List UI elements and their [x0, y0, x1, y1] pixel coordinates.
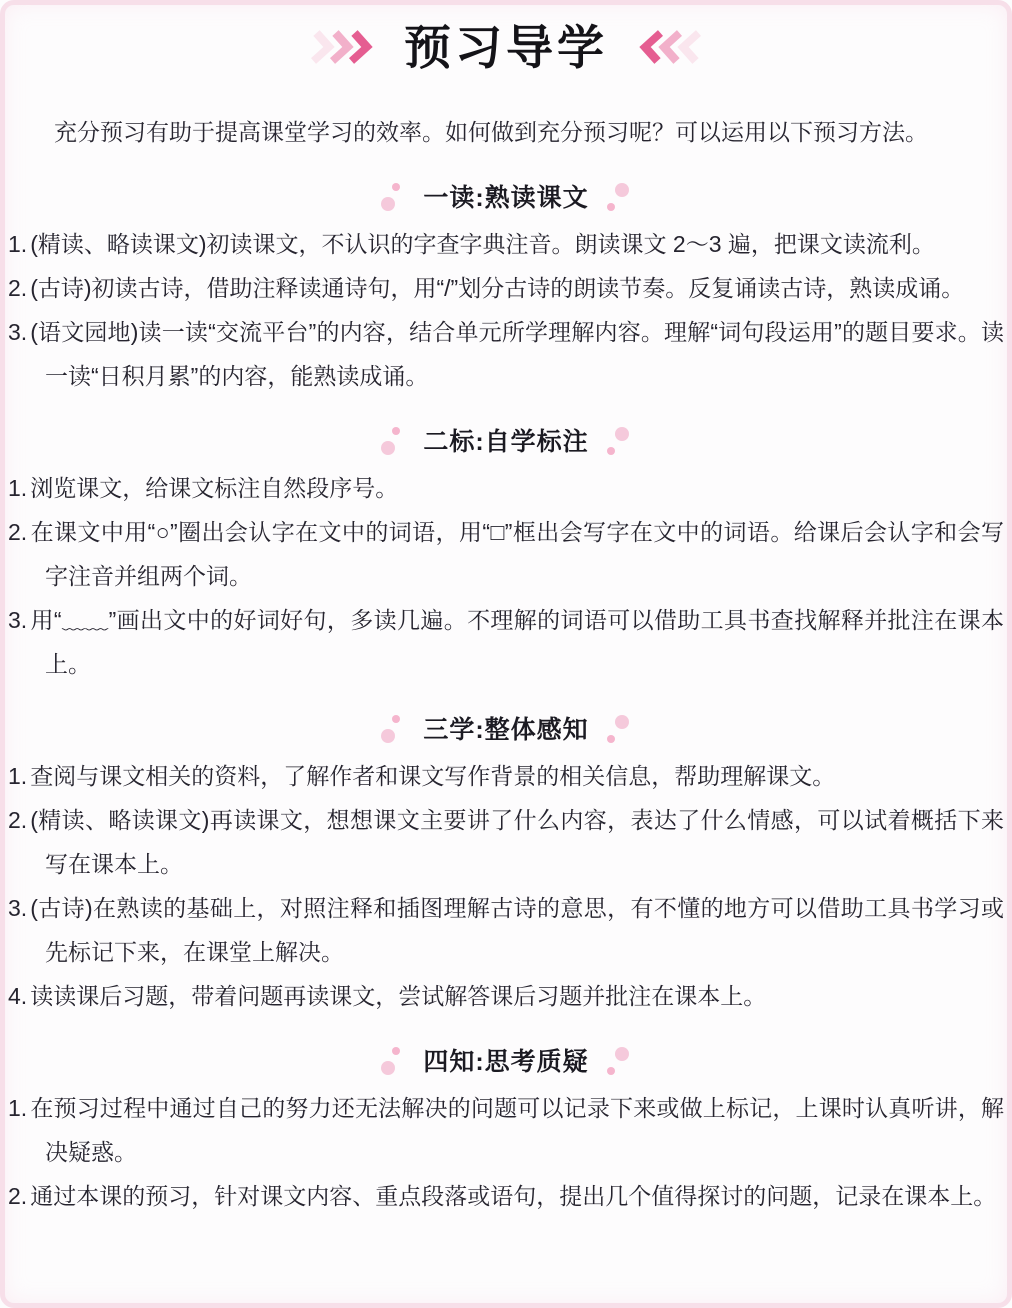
item-text: (古诗)在熟读的基础上，对照注释和插图理解古诗的意思，有不懂的地方可以借助工具书学习或先标记下来，在课堂上解决。	[30, 895, 1004, 965]
item-text: (精读、略读课文)初读课文，不认识的字查字典注音。朗读课文 2～3 遍，把课文读流利。	[30, 231, 935, 257]
pink-dots-decoration	[381, 714, 407, 746]
item-text: 用“﹏﹏”画出文中的好词好句，多读几遍。不理解的词语可以借助工具书查找解释并批注在课本上。	[30, 607, 1004, 677]
intro-paragraph: 充分预习有助于提高课堂学习的效率。如何做到充分预习呢？可以运用以下预习方法。	[54, 119, 928, 145]
pink-dots-decoration	[381, 426, 407, 458]
item-text: 在预习过程中通过自己的努力还无法解决的问题可以记录下来或做上标记，上课时认真听讲，解决疑惑。	[30, 1095, 1004, 1165]
list-item	[8, 974, 1004, 1018]
list-item	[8, 798, 1004, 886]
item-text: 通过本课的预习，针对课文内容、重点段落或语句，提出几个值得探讨的问题，记录在课本上。	[30, 1183, 997, 1209]
item-number: 3.	[8, 895, 28, 921]
section-title: 三学:整体感知	[423, 716, 589, 744]
item-number: 2.	[8, 807, 28, 833]
item-number: 3.	[8, 319, 28, 345]
section-items-4	[8, 1086, 1004, 1218]
list-item	[8, 598, 1004, 686]
item-text: (古诗)初读古诗，借助注释读通诗句，用“/”划分古诗的朗读节奏。反复诵读古诗，熟读成诵。	[30, 275, 965, 301]
pink-dots-decoration	[605, 1046, 631, 1078]
item-number: 4.	[8, 983, 28, 1009]
section-title: 四知:思考质疑	[423, 1048, 589, 1076]
chevrons-left-icon	[636, 30, 702, 64]
section-items-1	[8, 222, 1004, 398]
section-title: 一读:熟读课文	[423, 184, 589, 212]
list-item	[8, 222, 1004, 266]
item-number: 1.	[8, 763, 28, 789]
item-number: 3.	[8, 607, 28, 633]
pink-dots-decoration	[381, 1046, 407, 1078]
pink-dots-decoration	[605, 426, 631, 458]
list-item	[8, 310, 1004, 398]
chevrons-right-icon	[310, 30, 376, 64]
section-header-3	[8, 708, 1004, 752]
item-number: 2.	[8, 519, 28, 545]
pink-dots-decoration	[605, 182, 631, 214]
list-item	[8, 266, 1004, 310]
section-items-2	[8, 466, 1004, 686]
item-number: 2.	[8, 275, 28, 301]
item-number: 2.	[8, 1183, 28, 1209]
list-item	[8, 1086, 1004, 1174]
list-item	[8, 510, 1004, 598]
item-text: 查阅与课文相关的资料，了解作者和课文写作背景的相关信息，帮助理解课文。	[30, 763, 836, 789]
list-item	[8, 1174, 1004, 1218]
section-title: 二标:自学标注	[423, 428, 589, 456]
title-row	[8, 16, 1004, 78]
item-number: 1.	[8, 231, 28, 257]
item-text: (精读、略读课文)再读课文，想想课文主要讲了什么内容，表达了什么情感，可以试着概括下来写在课本上。	[30, 807, 1004, 877]
section-items-3	[8, 754, 1004, 1018]
section-header-1	[8, 176, 1004, 220]
item-text: 在课文中用“○”圈出会认字在文中的词语，用“□”框出会写字在文中的词语。给课后会认字和会写字注音并组两个词。	[30, 519, 1004, 589]
pink-dots-decoration	[605, 714, 631, 746]
list-item	[8, 886, 1004, 974]
item-text: 浏览课文，给课文标注自然段序号。	[30, 475, 399, 501]
item-number: 1.	[8, 475, 28, 501]
item-text: (语文园地)读一读“交流平台”的内容，结合单元所学理解内容。理解“词句段运用”的题目要求。读一读“日积月累”的内容，能熟读成诵。	[30, 319, 1004, 389]
item-number: 1.	[8, 1095, 28, 1121]
page-title: 预习导学	[404, 20, 608, 74]
item-text: 读读课后习题，带着问题再读课文，尝试解答课后习题并批注在课本上。	[30, 983, 767, 1009]
section-header-2	[8, 420, 1004, 464]
pink-dots-decoration	[381, 182, 407, 214]
list-item	[8, 466, 1004, 510]
section-header-4	[8, 1040, 1004, 1084]
list-item	[8, 754, 1004, 798]
